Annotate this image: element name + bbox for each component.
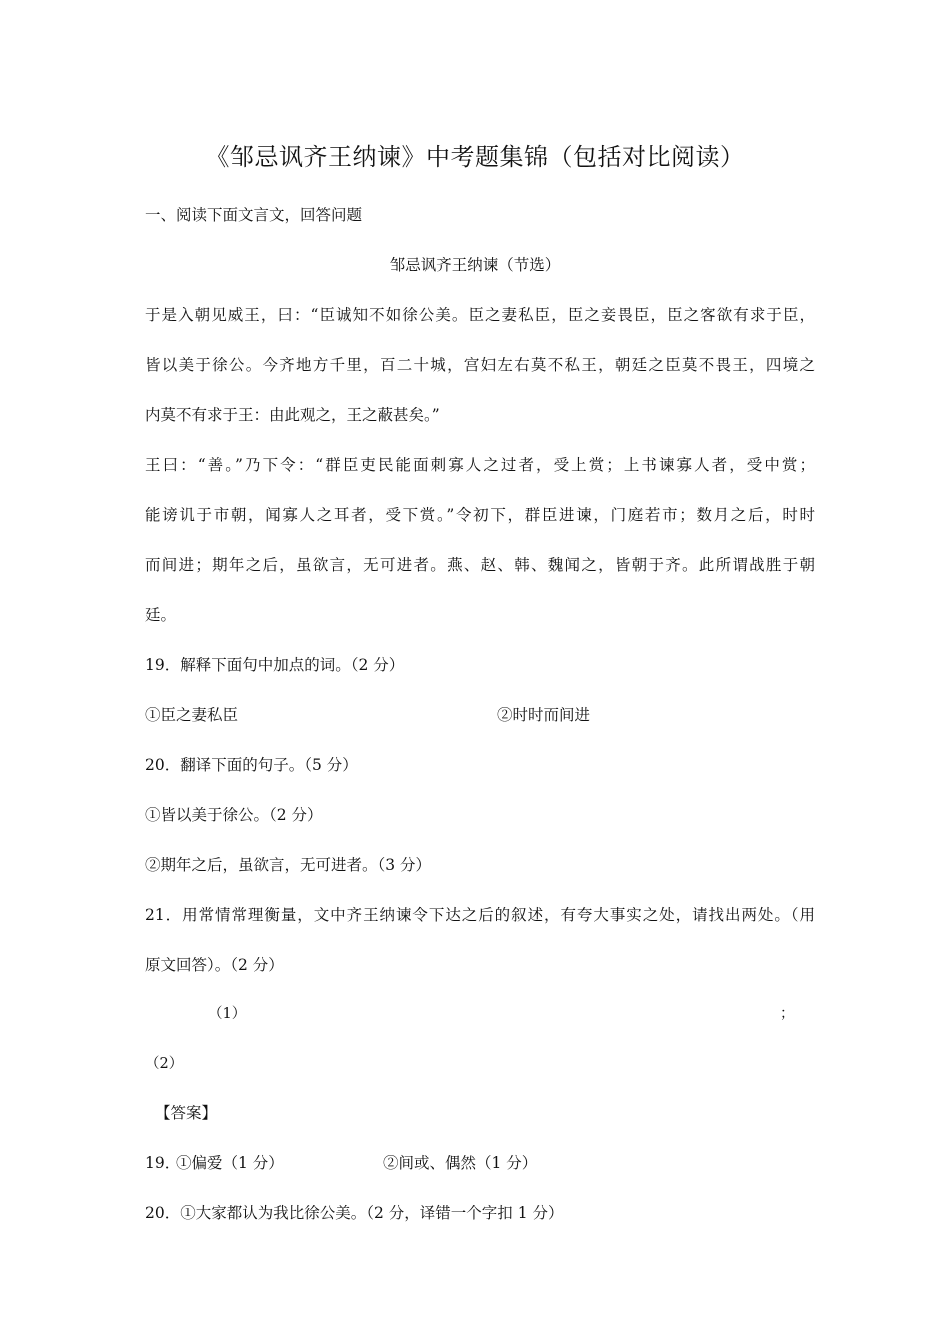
question-20-stem: 20．翻译下面的句子。（5 分） <box>145 756 358 774</box>
passage-line: 能谤讥于市朝，闻寡人之耳者，受下赏。”令初下，群臣进谏，门庭若市；数月之后，时时 <box>145 506 815 524</box>
question-19-stem: 19．解释下面句中加点的词。（2 分） <box>145 656 405 674</box>
answer-20: 20．①大家都认为我比徐公美。（2 分，译错一个字扣 1 分） <box>145 1204 564 1222</box>
section-heading: 一、阅读下面文言文，回答问题 <box>145 206 363 224</box>
answer-heading: 【答案】 <box>155 1104 218 1122</box>
question-20-item-1: ①皆以美于徐公。（2 分） <box>145 806 323 824</box>
answer-blank-1-end: ； <box>780 1006 795 1022</box>
passage-line: 廷。 <box>145 606 177 624</box>
passage-line: 内莫不有求于王：由此观之，王之蔽甚矣。” <box>145 406 440 424</box>
question-19-item-1: ①臣之妻私臣 <box>145 706 239 724</box>
question-21-stem: 21．用常情常理衡量，文中齐王纳谏令下达之后的叙述，有夸大事实之处，请找出两处。（用 <box>145 906 815 924</box>
passage-title: 邹忌讽齐王纳谏（节选） <box>389 256 561 274</box>
answer-19-number: 19． <box>145 1154 181 1172</box>
answer-blank-2-label: （2） <box>145 1056 184 1072</box>
question-21-stem-cont: 原文回答）。（2 分） <box>145 956 284 974</box>
passage-line: 皆以美于徐公。今齐地方千里，百二十城，宫妇左右莫不私王，朝廷之臣莫不畏王，四境之 <box>145 356 815 374</box>
answer-19-item-2: ②间或、偶然（1 分） <box>383 1154 538 1172</box>
question-19-item-2: ②时时而间进 <box>497 706 591 724</box>
passage-line: 而间进；期年之后，虽欲言，无可进者。燕、赵、韩、魏闻之，皆朝于齐。此所谓战胜于朝 <box>145 556 815 574</box>
passage-line: 王曰：“善。”乃下令：“群臣吏民能面刺寡人之过者，受上赏；上书谏寡人者，受中赏； <box>145 456 815 474</box>
question-20-item-2: ②期年之后，虽欲言，无可进者。（3 分） <box>145 856 432 874</box>
answer-19-item-1: ①偏爱（1 分） <box>176 1154 284 1172</box>
answer-blank-1-label: （1） <box>208 1006 247 1022</box>
passage-line: 于是入朝见威王，曰：“臣诚知不如徐公美。臣之妻私臣，臣之妾畏臣，臣之客欲有求于臣， <box>145 306 815 324</box>
page-title: 《邹忌讽齐王纳谏》中考题集锦（包括对比阅读） <box>205 143 745 171</box>
